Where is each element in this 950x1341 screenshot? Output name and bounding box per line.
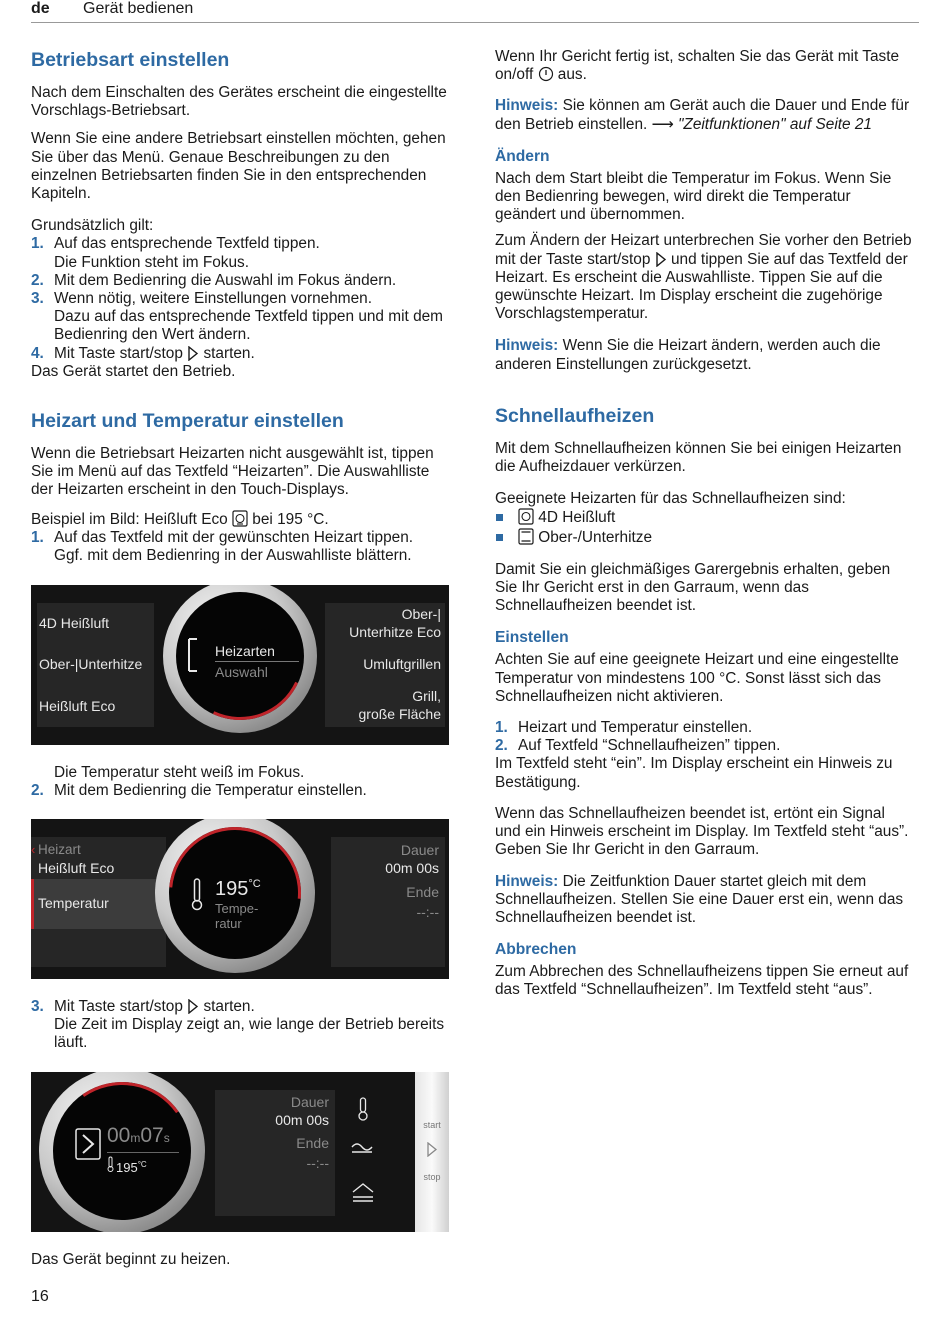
on-off-icon (538, 66, 554, 82)
paragraph: Beispiel im Bild: Heißluft Eco bei 195 °C. (31, 510, 329, 528)
paragraph: Nach dem Einschalten des Gerätes erscheint die eingestellte Vorschlags-Betriebsart. (31, 84, 447, 120)
left-column (31, 48, 451, 1269)
temperature-value: $195^{^\circ C}$ (116, 1160, 147, 1176)
center-divider (215, 661, 299, 662)
list-item: 1. Auf das Textfeld mit der gewünschten Heizart tippen. Ggf. mit dem Bedienring in der Auswahlliste blättern. (31, 528, 414, 565)
menu-item-4d-heissluft[interactable]: 4D Heißluft (39, 615, 110, 632)
arrow-ref-icon: ⟶ (651, 115, 674, 133)
steps-list (31, 782, 451, 800)
ende-value[interactable]: --:-- (416, 903, 439, 920)
oven-display-heizarten (31, 585, 449, 745)
paragraph: Wenn Ihr Gericht fertig ist, schalten Sie das Gerät mit Taste on/off aus. (495, 48, 900, 84)
heading-betriebsart: Betriebsart einstellen (31, 49, 230, 71)
start-stop-button[interactable] (426, 1142, 438, 1157)
steps-list (31, 529, 451, 565)
heizart-label: Heizart (38, 841, 81, 857)
paragraph: Wenn Sie eine andere Betriebsart einstellen möchten, gehen Sie über das Menü. Genaue Beschreibungen zu den einzelnen Betriebsarten finden Sie in den entsprechenden Kapiteln. (31, 130, 446, 203)
dauer-value[interactable]: 00m 00s (275, 1112, 329, 1129)
start-stop-icon (187, 999, 199, 1014)
list-item: 1. Heizart und Temperatur einstellen. (495, 719, 753, 737)
steps-list (31, 235, 451, 362)
heading-aendern: Ändern (495, 147, 550, 165)
start-stop-panel (415, 1072, 449, 1232)
thermometer-icon (191, 877, 203, 911)
list-item: 2. Auf Textfeld “Schnellaufheizen” tippen. (495, 737, 781, 755)
hint-paragraph: Hinweis: Wenn Sie die Heizart ändern, werden auch die anderen Einstellungen zurückgesetzt. (495, 337, 881, 373)
menu-home-icon[interactable] (350, 1180, 376, 1204)
menu-item-heissluft-eco[interactable]: Heißluft Eco (39, 698, 116, 715)
heizarten-list (495, 508, 913, 546)
time-panel (215, 1090, 335, 1216)
thermometer-icon (107, 1156, 114, 1172)
oven-display-betrieb (31, 1072, 449, 1232)
ende-label: Ende (296, 1135, 329, 1152)
list-item: 4. Mit Taste start/stop starten. (31, 344, 255, 362)
heading-heizart: Heizart und Temperatur einstellen (31, 410, 344, 433)
stop-label: stop (423, 1172, 441, 1183)
language-code: de (31, 0, 50, 17)
paragraph: Nach dem Start bleibt die Temperatur im Fokus. Wenn Sie den Bedienring bewegen, wird direkt die Temperatur geändert und übernommen. (495, 169, 892, 224)
heissluft-eco-icon (232, 510, 248, 527)
cross-reference-link[interactable]: "Zeitfunktionen" auf Seite 21 (677, 115, 872, 133)
paragraph: Das Gerät beginnt zu heizen. (31, 1251, 231, 1269)
oven-display-temperatur (31, 819, 449, 979)
temperature-value: $195^{^\circ C}$ (215, 877, 261, 900)
4d-heissluft-icon (518, 508, 534, 525)
menu-bars-icon (187, 637, 199, 673)
list-item: Ober-/Unterhitze (495, 528, 913, 547)
time-divider (107, 1152, 179, 1153)
paragraph: Mit dem Schnellaufheizen können Sie bei einigen Heizarten die Aufheizdauer verkürzen. (495, 439, 902, 476)
steps-list (31, 998, 451, 1053)
core-temperature-probe-icon[interactable] (356, 1096, 370, 1122)
paragraph: Wenn das Schnellaufheizen beendet ist, ertönt ein Signal und ein Hinweis erscheint im Display. Im Textfeld steht “aus”. Geben Sie Ihr Gericht in den Garraum. (495, 804, 909, 859)
right-panel (331, 837, 445, 967)
heizart-value[interactable]: Heißluft Eco (38, 859, 115, 876)
paragraph: Damit Sie ein gleichmäßiges Garergebnis erhalten, geben Sie Ihr Gericht erst in den Garraum, wenn das Schnellaufheizen beendet ist. (495, 560, 891, 615)
elapsed-time: 00m07s (107, 1124, 170, 1148)
menu-item-ober-unterhitze-eco[interactable]: Ober-| Unterhitze Eco (349, 606, 441, 641)
left-panel (37, 603, 154, 727)
page-header (31, 0, 919, 18)
list-item: 3. Wenn nötig, weitere Einstellungen vornehmen. Dazu auf das entsprechende Textfeld tippen und mit dem Bedienring den Wert ändern. (31, 290, 444, 344)
heading-abbrechen: Abbrechen (495, 941, 577, 959)
left-panel (31, 837, 166, 967)
steps-list (495, 719, 913, 755)
paragraph: Im Textfeld steht “ein”. Im Display erscheint ein Hinweis zu Bestätigung. (495, 755, 893, 791)
list-item: 1. Auf das entsprechende Textfeld tippen. Die Funktion steht im Fokus. (31, 235, 320, 271)
paragraph: Achten Sie auf eine geeignete Heizart und eine eingestellte Temperatur von mindestens 100 °C. Sonst lässt sich das Schnellaufheizen nicht aktivieren. (495, 651, 899, 705)
ende-value[interactable]: --:-- (306, 1155, 329, 1172)
dauer-label: Dauer (290, 1094, 329, 1111)
paragraph: Das Gerät startet den Betrieb. (31, 362, 236, 380)
right-column (495, 48, 913, 1012)
hint-paragraph: Hinweis: Die Zeitfunktion Dauer startet gleich mit dem Schnellaufheizen. Stellen Sie eine Dauer erst ein, wenn das Schnellaufheizen beendet ist. (495, 872, 904, 926)
paragraph: Wenn die Betriebsart Heizarten nicht ausgewählt ist, tippen Sie im Menü auf das Textfeld “Heizarten”. Die Auswahlliste der Heizarten erscheint in den Touch-Displays. (31, 445, 434, 499)
menu-item-umluftgrillen[interactable]: Umluftgrillen (363, 656, 441, 673)
ende-label: Ende (406, 883, 439, 900)
header-rule (31, 22, 919, 23)
paragraph: Zum Abbrechen des Schnellaufheizens tippen Sie erneut auf das Textfeld “Schnellaufheizen”. Im Textfeld steht “aus”. (495, 963, 909, 999)
temperature-label: Tempe- ratur (215, 900, 259, 931)
section-title: Gerät bedienen (83, 0, 194, 17)
paragraph: Grundsätzlich gilt: (31, 217, 154, 235)
back-chevron-icon[interactable]: ‹ (31, 841, 36, 857)
temperatur-label: Temperatur (38, 894, 109, 911)
fast-heat-icon[interactable] (350, 1138, 376, 1156)
paragraph: Geeignete Heizarten für das Schnellaufheizen sind: (495, 490, 846, 508)
center-subtitle: Auswahl (215, 664, 268, 681)
dauer-value[interactable]: 00m 00s (385, 859, 439, 876)
play-icon (75, 1128, 101, 1160)
list-item: 2. Mit dem Bedienring die Auswahl im Fokus ändern. (31, 271, 397, 289)
start-stop-icon (187, 346, 199, 361)
right-panel (325, 603, 445, 727)
heading-einstellen: Einstellen (495, 629, 569, 647)
start-stop-icon (655, 252, 667, 267)
dauer-label: Dauer (400, 841, 439, 858)
start-label: start (423, 1120, 441, 1131)
paragraph: Zum Ändern der Heizart unterbrechen Sie vorher den Betrieb mit der Taste start/stop und tippen Sie auf das Textfeld der Heizart. Es erscheint die Auswahlliste. Tippen Sie auf die gewünschte Heizart. Im Display erscheint die zugehörige Vorschlagstemperatur. (495, 232, 912, 323)
paragraph: Die Temperatur steht weiß im Fokus. (54, 764, 305, 782)
menu-item-grill-grosse-flaeche[interactable]: Grill, große Fläche (358, 688, 441, 723)
ober-unterhitze-icon (518, 528, 534, 545)
icon-column (345, 1090, 383, 1216)
menu-item-ober-unterhitze[interactable]: Ober-|Unterhitze (39, 656, 143, 673)
heading-schnellaufheizen: Schnellaufheizen (495, 404, 655, 427)
list-item: 3. Mit Taste start/stop starten. Die Zeit im Display zeigt an, wie lange der Betrieb bereits läuft. (31, 997, 445, 1052)
list-item: 4D Heißluft (495, 508, 913, 527)
center-title: Heizarten (215, 643, 275, 660)
page-number: 16 (31, 1288, 49, 1305)
hint-paragraph: Hinweis: Sie können am Gerät auch die Dauer und Ende für den Betrieb einstellen. ⟶ "Zeitfunktionen" auf Seite 21 (495, 97, 910, 133)
list-item: 2. Mit dem Bedienring die Temperatur einstellen. (31, 782, 367, 800)
